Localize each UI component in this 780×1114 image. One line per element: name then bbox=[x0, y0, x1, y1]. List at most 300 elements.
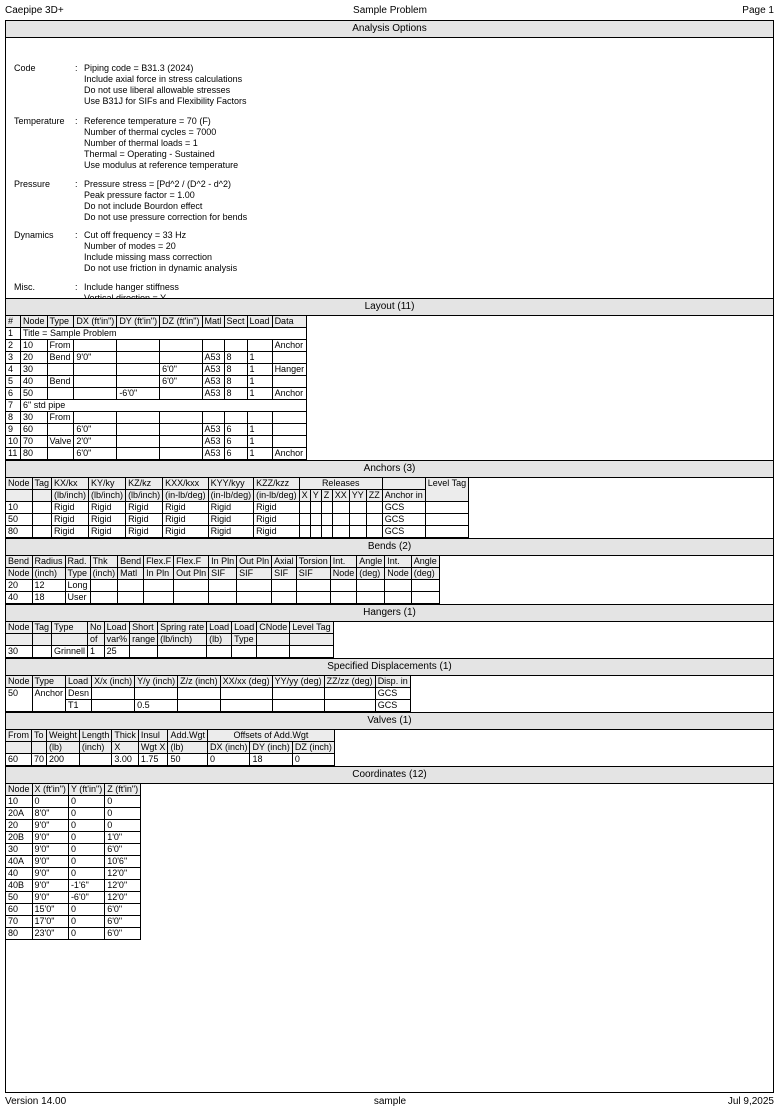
layout-table bbox=[6, 316, 307, 460]
table-cell bbox=[411, 580, 439, 592]
table-cell: 6'0" bbox=[105, 844, 141, 856]
column-header: Matl bbox=[118, 568, 144, 580]
table-cell bbox=[160, 352, 202, 364]
table-cell: 0 bbox=[32, 796, 68, 808]
table-cell bbox=[160, 340, 202, 352]
table-cell: 8 bbox=[224, 376, 247, 388]
option-lines bbox=[84, 179, 247, 223]
option-line: Do not use pressure correction for bends bbox=[84, 212, 248, 222]
table-cell: 60 bbox=[21, 424, 48, 436]
table-cell: 70 bbox=[6, 916, 32, 928]
column-header: Type bbox=[52, 622, 88, 634]
table-cell bbox=[366, 502, 382, 514]
table-cell: 6'0" bbox=[160, 376, 202, 388]
option-line: Include missing mass correction bbox=[84, 252, 213, 262]
coordinates-section bbox=[6, 766, 773, 940]
table-cell: Rigid bbox=[89, 526, 126, 538]
table-cell bbox=[74, 376, 117, 388]
column-header: SIF bbox=[296, 568, 330, 580]
option-group-label: Code bbox=[14, 63, 36, 73]
table-row bbox=[6, 796, 141, 808]
table-cell bbox=[174, 592, 209, 604]
table-cell: 8 bbox=[224, 388, 247, 400]
table-cell: Bend bbox=[47, 376, 74, 388]
column-header: Node bbox=[330, 568, 357, 580]
option-group-label: Temperature bbox=[14, 116, 65, 126]
table-cell: A53 bbox=[202, 364, 224, 376]
table-cell bbox=[160, 424, 202, 436]
column-header: Insul bbox=[138, 730, 168, 742]
table-cell: GCS bbox=[375, 700, 410, 712]
column-header: KY/ky bbox=[89, 478, 126, 490]
table-cell bbox=[324, 700, 375, 712]
column-header: of bbox=[88, 634, 105, 646]
table-cell: Long bbox=[65, 580, 90, 592]
option-colon: : bbox=[75, 230, 78, 240]
table-cell bbox=[118, 580, 144, 592]
table-cell: 12 bbox=[32, 580, 65, 592]
table-cell: 1.75 bbox=[138, 754, 168, 766]
table-cell: 1 bbox=[88, 646, 105, 658]
column-header: DY (ft'in") bbox=[117, 316, 160, 328]
column-header: Short bbox=[130, 622, 158, 634]
column-header: (lb) bbox=[168, 742, 208, 754]
column-header: Node bbox=[6, 784, 32, 796]
table-cell bbox=[74, 412, 117, 424]
column-header: Thick bbox=[112, 730, 139, 742]
table-row bbox=[6, 808, 141, 820]
table-cell: 50 bbox=[6, 514, 32, 526]
column-header: Y bbox=[310, 490, 321, 502]
table-cell: 17'0" bbox=[32, 916, 68, 928]
hangers-table bbox=[6, 622, 334, 658]
table-cell bbox=[47, 448, 74, 460]
table-row bbox=[6, 448, 307, 460]
anchors-section bbox=[6, 460, 773, 538]
table-cell: 40A bbox=[6, 856, 32, 868]
table-cell bbox=[202, 340, 224, 352]
table-cell: -1'6" bbox=[68, 880, 104, 892]
table-cell: Rigid bbox=[52, 514, 89, 526]
table-cell: 0 bbox=[68, 796, 104, 808]
table-cell: A53 bbox=[202, 448, 224, 460]
column-header: Int. bbox=[385, 556, 412, 568]
column-header: CNode bbox=[257, 622, 290, 634]
column-header: Load bbox=[66, 676, 92, 688]
table-cell: Rigid bbox=[254, 514, 300, 526]
header-row bbox=[6, 676, 410, 688]
table-row bbox=[6, 928, 141, 940]
table-cell: 0 bbox=[105, 796, 141, 808]
header-row bbox=[6, 730, 334, 742]
column-header: In Pln bbox=[209, 556, 237, 568]
option-group-label: Dynamics bbox=[14, 230, 54, 240]
table-cell: 9'0" bbox=[32, 868, 68, 880]
column-header bbox=[32, 490, 52, 502]
table-cell: Rigid bbox=[89, 514, 126, 526]
table-cell bbox=[272, 376, 307, 388]
table-cell: 60 bbox=[6, 904, 32, 916]
table-cell: 15'0" bbox=[32, 904, 68, 916]
table-cell: 1 bbox=[247, 436, 272, 448]
analysis-options-section bbox=[6, 21, 773, 298]
column-header: Sect bbox=[224, 316, 247, 328]
table-cell: 0 bbox=[105, 820, 141, 832]
table-cell bbox=[178, 700, 221, 712]
table-cell: 10 bbox=[6, 796, 32, 808]
column-header: Node bbox=[6, 478, 32, 490]
column-header: Axial bbox=[272, 556, 297, 568]
table-row bbox=[6, 646, 333, 658]
column-header: Length bbox=[79, 730, 112, 742]
table-cell bbox=[174, 580, 209, 592]
table-cell: 10 bbox=[21, 340, 48, 352]
table-cell bbox=[32, 514, 52, 526]
table-cell bbox=[92, 700, 135, 712]
table-cell: 2'0" bbox=[74, 436, 117, 448]
table-cell: User bbox=[65, 592, 90, 604]
option-line: Number of thermal loads = 1 bbox=[84, 138, 198, 148]
table-cell bbox=[349, 526, 366, 538]
option-colon: : bbox=[75, 179, 78, 189]
column-header: (in-lb/deg) bbox=[208, 490, 254, 502]
column-header: Torsion bbox=[296, 556, 330, 568]
table-cell: 70 bbox=[21, 436, 48, 448]
table-cell: 50 bbox=[6, 688, 32, 712]
table-cell bbox=[224, 340, 247, 352]
table-cell bbox=[324, 688, 375, 700]
table-row bbox=[6, 916, 141, 928]
bends-table bbox=[6, 556, 440, 604]
report-frame bbox=[5, 20, 774, 1093]
column-header: (in-lb/deg) bbox=[254, 490, 300, 502]
column-header: KX/kx bbox=[52, 478, 89, 490]
column-header: Y/y (inch) bbox=[135, 676, 178, 688]
table-cell: A53 bbox=[202, 436, 224, 448]
column-header: Type bbox=[32, 676, 66, 688]
table-cell bbox=[237, 580, 272, 592]
table-cell bbox=[144, 592, 174, 604]
table-cell: 80 bbox=[6, 526, 32, 538]
header-row bbox=[6, 316, 307, 328]
table-cell bbox=[117, 436, 160, 448]
column-header: (lb/inch) bbox=[126, 490, 163, 502]
table-cell: T1 bbox=[66, 700, 92, 712]
column-header: Z (ft'in") bbox=[105, 784, 141, 796]
table-cell bbox=[117, 340, 160, 352]
table-cell: 0 bbox=[292, 754, 334, 766]
column-header: Releases bbox=[299, 478, 382, 490]
table-cell: 60 bbox=[6, 754, 32, 766]
table-cell bbox=[247, 412, 272, 424]
page-footer bbox=[0, 1096, 780, 1108]
table-cell bbox=[321, 514, 332, 526]
table-cell: 40 bbox=[6, 592, 32, 604]
column-header: range bbox=[130, 634, 158, 646]
valves-section bbox=[6, 712, 773, 766]
column-header: Level Tag bbox=[290, 622, 333, 634]
column-header: KZ/kz bbox=[126, 478, 163, 490]
table-cell: 6 bbox=[224, 448, 247, 460]
column-header: Tag bbox=[32, 622, 52, 634]
column-header: Y (ft'in") bbox=[68, 784, 104, 796]
anchors-table bbox=[6, 478, 469, 538]
column-header: Thk bbox=[90, 556, 118, 568]
table-cell: 12'0" bbox=[105, 868, 141, 880]
table-cell: 80 bbox=[21, 448, 48, 460]
table-cell: 20 bbox=[6, 820, 32, 832]
table-cell: 1 bbox=[247, 376, 272, 388]
table-cell bbox=[310, 526, 321, 538]
column-header: Flex.F bbox=[144, 556, 174, 568]
table-cell bbox=[272, 412, 307, 424]
table-row bbox=[6, 832, 141, 844]
table-cell bbox=[47, 364, 74, 376]
table-cell: Rigid bbox=[52, 526, 89, 538]
table-row bbox=[6, 754, 334, 766]
column-header: X bbox=[112, 742, 139, 754]
table-cell: 20B bbox=[6, 832, 32, 844]
table-cell bbox=[117, 352, 160, 364]
column-header: Node bbox=[6, 568, 32, 580]
table-cell: 6'0" bbox=[105, 928, 141, 940]
column-header: Z bbox=[321, 490, 332, 502]
table-cell bbox=[160, 388, 202, 400]
table-cell: 9'0" bbox=[32, 832, 68, 844]
table-row bbox=[6, 868, 141, 880]
table-cell: Rigid bbox=[208, 526, 254, 538]
column-header: Node bbox=[6, 676, 32, 688]
table-cell bbox=[272, 592, 297, 604]
displacements-table bbox=[6, 676, 411, 712]
header-row bbox=[6, 742, 334, 754]
header-row bbox=[6, 556, 439, 568]
displacements-section bbox=[6, 658, 773, 712]
table-cell: 0 bbox=[68, 916, 104, 928]
table-cell: 12'0" bbox=[105, 892, 141, 904]
column-header: KYY/kyy bbox=[208, 478, 254, 490]
column-header: Angle bbox=[357, 556, 385, 568]
table-cell: 20 bbox=[6, 580, 32, 592]
column-header: No bbox=[88, 622, 105, 634]
column-header: (deg) bbox=[411, 568, 439, 580]
hangers-section bbox=[6, 604, 773, 658]
table-cell: 4 bbox=[6, 364, 21, 376]
table-cell: Rigid bbox=[163, 526, 209, 538]
option-line: Piping code = B31.3 (2024) bbox=[84, 63, 194, 73]
layout-section bbox=[6, 298, 773, 460]
column-header: (lb) bbox=[47, 742, 80, 754]
option-colon: : bbox=[75, 116, 78, 126]
table-cell: 200 bbox=[47, 754, 80, 766]
column-header: Weight bbox=[47, 730, 80, 742]
column-header: Flex.F bbox=[174, 556, 209, 568]
table-cell bbox=[366, 526, 382, 538]
table-cell: 6 bbox=[224, 436, 247, 448]
table-cell: Rigid bbox=[254, 526, 300, 538]
table-cell bbox=[425, 514, 468, 526]
table-cell: 9'0" bbox=[32, 880, 68, 892]
table-cell bbox=[74, 364, 117, 376]
column-header: Z/z (inch) bbox=[178, 676, 221, 688]
table-cell bbox=[74, 388, 117, 400]
table-row bbox=[6, 880, 141, 892]
column-header: Out Pln bbox=[237, 556, 272, 568]
table-cell: From bbox=[47, 412, 74, 424]
table-cell bbox=[160, 412, 202, 424]
table-cell: 30 bbox=[21, 412, 48, 424]
table-cell: GCS bbox=[375, 688, 410, 700]
table-cell: 6 bbox=[6, 388, 21, 400]
table-cell: 6'0" bbox=[160, 364, 202, 376]
table-cell: A53 bbox=[202, 352, 224, 364]
table-cell: 1 bbox=[247, 364, 272, 376]
option-lines bbox=[84, 63, 247, 107]
option-line: Thermal = Operating - Sustained bbox=[84, 149, 215, 159]
option-line: Use modulus at reference temperature bbox=[84, 160, 239, 170]
table-cell bbox=[272, 436, 307, 448]
table-cell: 8 bbox=[224, 352, 247, 364]
column-header bbox=[6, 742, 32, 754]
table-cell: Rigid bbox=[163, 502, 209, 514]
table-cell bbox=[117, 424, 160, 436]
table-row bbox=[6, 412, 307, 424]
header-row bbox=[6, 784, 141, 796]
table-cell: 1 bbox=[6, 328, 21, 340]
table-cell: Anchor bbox=[272, 448, 307, 460]
table-cell bbox=[385, 592, 412, 604]
table-cell: Hanger bbox=[272, 364, 307, 376]
table-cell: 40 bbox=[6, 868, 32, 880]
column-header: DZ (inch) bbox=[292, 742, 334, 754]
table-cell bbox=[425, 502, 468, 514]
option-group-label: Pressure bbox=[14, 179, 51, 189]
column-header bbox=[257, 634, 290, 646]
option-lines bbox=[84, 116, 238, 171]
table-cell bbox=[47, 388, 74, 400]
header-row bbox=[6, 622, 333, 634]
column-header: Data bbox=[272, 316, 307, 328]
layout-title: Layout (11) bbox=[6, 298, 773, 316]
table-cell: Rigid bbox=[126, 502, 163, 514]
column-header: Node bbox=[21, 316, 48, 328]
table-cell bbox=[272, 688, 324, 700]
table-row bbox=[6, 892, 141, 904]
table-cell: 1 bbox=[247, 448, 272, 460]
table-cell: Rigid bbox=[254, 502, 300, 514]
column-header: Type bbox=[65, 568, 90, 580]
column-header: (lb) bbox=[207, 634, 232, 646]
table-cell: 50 bbox=[21, 388, 48, 400]
table-cell bbox=[79, 754, 112, 766]
table-cell bbox=[247, 340, 272, 352]
table-cell: 0 bbox=[68, 904, 104, 916]
option-line: Peak pressure factor = 1.00 bbox=[84, 190, 195, 200]
table-cell bbox=[118, 592, 144, 604]
option-colon: : bbox=[75, 63, 78, 73]
option-line: Do not use liberal allowable stresses bbox=[84, 85, 231, 95]
column-header: (lb/inch) bbox=[89, 490, 126, 502]
column-header: Rad. bbox=[65, 556, 90, 568]
table-cell: 9'0" bbox=[32, 892, 68, 904]
table-cell bbox=[117, 364, 160, 376]
option-line: Include hanger stiffness bbox=[84, 282, 179, 292]
column-header: X (ft'in") bbox=[32, 784, 68, 796]
table-row bbox=[6, 526, 469, 538]
table-cell: 7 bbox=[6, 400, 21, 412]
table-cell: 18 bbox=[250, 754, 292, 766]
table-cell: 10 bbox=[6, 502, 32, 514]
column-header: Bend bbox=[118, 556, 144, 568]
column-header bbox=[290, 634, 333, 646]
table-row bbox=[6, 328, 307, 340]
table-cell: 3.00 bbox=[112, 754, 139, 766]
table-cell bbox=[332, 502, 349, 514]
table-cell bbox=[299, 514, 310, 526]
table-cell: A53 bbox=[202, 424, 224, 436]
column-header: (deg) bbox=[357, 568, 385, 580]
table-cell: Bend bbox=[47, 352, 74, 364]
column-header: Disp. in bbox=[375, 676, 410, 688]
option-line: Include axial force in stress calculations bbox=[84, 74, 243, 84]
table-cell bbox=[332, 514, 349, 526]
table-cell: Rigid bbox=[126, 526, 163, 538]
table-cell bbox=[130, 646, 158, 658]
table-cell bbox=[296, 580, 330, 592]
option-line: Number of modes = 20 bbox=[84, 241, 176, 251]
valves-title: Valves (1) bbox=[6, 712, 773, 730]
table-cell: 30 bbox=[21, 364, 48, 376]
column-header: Int. bbox=[330, 556, 357, 568]
table-cell: 0 bbox=[68, 856, 104, 868]
table-cell bbox=[117, 412, 160, 424]
table-cell: 12'0" bbox=[105, 880, 141, 892]
column-header: var% bbox=[104, 634, 130, 646]
table-cell bbox=[332, 526, 349, 538]
option-line: Do not include Bourdon effect bbox=[84, 201, 203, 211]
table-row bbox=[6, 820, 141, 832]
table-cell: Anchor bbox=[272, 388, 307, 400]
table-cell bbox=[272, 700, 324, 712]
report-date: Jul 9,2025 bbox=[727, 1096, 774, 1107]
column-header: YY/yy (deg) bbox=[272, 676, 324, 688]
column-header: KXX/kxx bbox=[163, 478, 209, 490]
table-cell: 0 bbox=[68, 808, 104, 820]
table-cell: 6'0" bbox=[105, 904, 141, 916]
table-cell: 80 bbox=[6, 928, 32, 940]
table-row bbox=[6, 904, 141, 916]
column-header: (lb/inch) bbox=[158, 634, 207, 646]
table-cell bbox=[425, 526, 468, 538]
bends-section bbox=[6, 538, 773, 604]
table-cell bbox=[257, 646, 290, 658]
table-cell: 25 bbox=[104, 646, 130, 658]
table-row bbox=[6, 700, 410, 712]
table-cell: 6" std pipe bbox=[21, 400, 307, 412]
column-header: Matl bbox=[202, 316, 224, 328]
column-header: Angle bbox=[411, 556, 439, 568]
table-cell: 6'0" bbox=[74, 424, 117, 436]
option-line: Do not use friction in dynamic analysis bbox=[84, 263, 238, 273]
table-cell bbox=[209, 592, 237, 604]
column-header: SIF bbox=[237, 568, 272, 580]
column-header: DZ (ft'in") bbox=[160, 316, 202, 328]
column-header: (inch) bbox=[90, 568, 118, 580]
column-header: ZZ bbox=[366, 490, 382, 502]
table-cell: 30 bbox=[6, 646, 32, 658]
table-cell bbox=[349, 502, 366, 514]
table-cell: 20A bbox=[6, 808, 32, 820]
